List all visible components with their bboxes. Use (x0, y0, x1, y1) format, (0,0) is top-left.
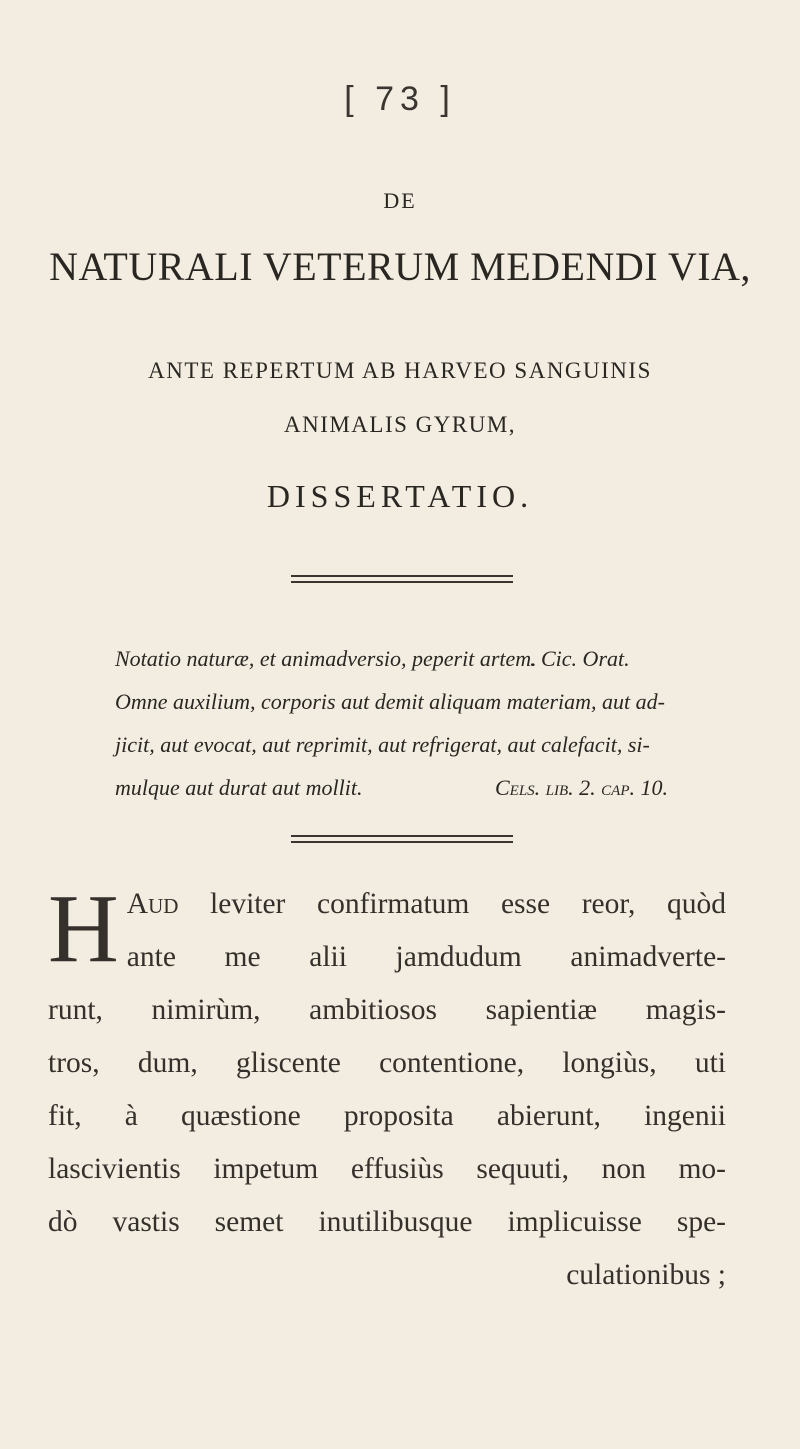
epigraph-celsus-line-2: jicit, aut evocat, aut reprimit, aut refrigerat, aut calefacit, si- (115, 732, 650, 757)
body-line-8: culationibus ; (566, 1259, 726, 1291)
body-line-4: tros, dum, gliscente contentione, longiùs, uti (48, 1047, 726, 1079)
epigraph-cicero-source: . Cic. Orat. (530, 646, 630, 671)
epigraph-celsus-line-3-wrap (115, 766, 715, 809)
body-line-1-text: leviter confirmatum esse reor, quòd (210, 888, 726, 920)
epigraph-block (115, 637, 715, 809)
body-line-6: lascivientis impetum effusiùs sequuti, non mo- (48, 1153, 726, 1185)
dissertatio-heading: DISSERTATIO. (266, 478, 534, 514)
body-line-3: runt, nimirùm, ambitiosos sapientiæ magis- (48, 994, 726, 1026)
body-text (48, 875, 726, 1302)
subtitle-line-2: ANIMALIS GYRUM, (283, 412, 517, 437)
body-line-1 (48, 878, 726, 931)
epigraph-cicero (115, 637, 715, 680)
epigraph-celsus-source: Cels. lib. 2. cap. 10. (495, 775, 669, 800)
epigraph-celsus-line-1: Omne auxilium, corporis aut demit aliquam materiam, aut ad- (115, 689, 665, 714)
divider-top-2 (291, 581, 513, 583)
body-line-2: ante me alii jamdudum animadverte- (126, 941, 726, 973)
drop-cap: H (48, 875, 119, 983)
page-title: NATURALI VETERUM MEDENDI VIA, (49, 244, 751, 289)
epigraph-cicero-text: Notatio naturæ, et animadversio, peperit artem. (115, 646, 537, 671)
body-line-5: fit, à quæstione proposita abierunt, ingenii (48, 1100, 726, 1132)
subtitle-line-1: ANTE REPERTUM AB HARVEO SANGUINIS (148, 358, 652, 383)
first-word-rest: Aud (126, 888, 179, 920)
divider-top-1 (291, 575, 513, 577)
title-prefix: DE (383, 188, 417, 213)
divider-mid-2 (291, 841, 513, 843)
page-number: [ 73 ] (344, 80, 456, 118)
epigraph-celsus-line-3: mulque aut durat aut mollit. (115, 775, 363, 800)
body-line-7: dò vastis semet inutilibusque implicuisse spe- (48, 1206, 726, 1238)
divider-mid-1 (291, 835, 513, 837)
